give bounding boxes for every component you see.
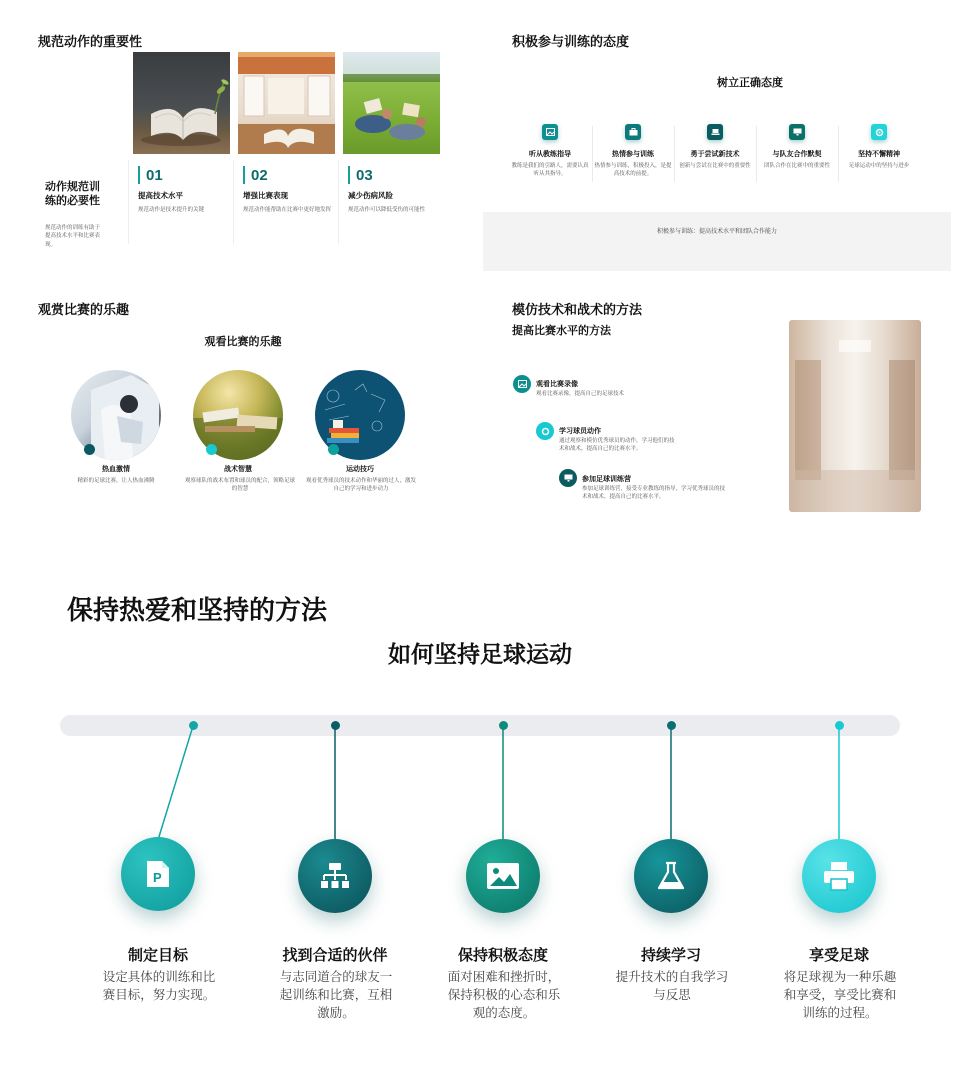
watch-item-description: 观察球队的战术布置和球员的配合，领略足球的智慧: [185, 478, 296, 493]
attitude-description: 创新与尝试在比赛中的重要性: [679, 163, 751, 169]
attitude-heading: 热情参与训练: [612, 151, 654, 158]
attitude-heading: 与队友合作默契: [772, 151, 822, 158]
slide-subtitle: 树立正确态度: [717, 77, 783, 89]
attitude-description: 足球运动中的坚持与进步: [848, 163, 910, 169]
summary-text: 积极参与训练：提高技术水平和团队合作能力: [656, 229, 777, 235]
attitude-heading: 坚持不懈精神: [858, 151, 900, 158]
timeline-dot: [499, 721, 508, 730]
step-description: 面对困难和挫折时，保持积极的心态和乐观的态度。: [447, 970, 561, 1021]
side-heading: 动作规范训练的必要性: [45, 181, 100, 208]
attitude-description: 团队合作在比赛中的重要性: [763, 163, 830, 169]
svg-text:P: P: [153, 870, 162, 885]
method-description: 观看比赛录像，提高自己的足球技术: [536, 391, 625, 397]
watch-item-description: 观看优秀球员的技术动作和华丽的过人，激发自己的学习和进步动力: [305, 478, 416, 493]
card-heading: 减少伤病风险: [348, 191, 393, 200]
slide-title: 观赏比赛的乐趣: [38, 302, 130, 317]
method-description: 通过观察和模仿优秀球员的动作，学习他们的技术和战术，提高自己的比赛水平。: [559, 438, 675, 453]
watch-item-description: 精彩的足球比赛，让人热血沸腾: [77, 478, 155, 484]
watch-item-heading: 战术智慧: [224, 466, 252, 473]
watch-item-heading: 运动技巧: [346, 466, 374, 473]
document-p-icon: [121, 837, 195, 911]
step-description: 将足球视为一种乐趣和享受，享受比赛和训练的过程。: [783, 970, 897, 1021]
step-description: 与志同道合的球友一起训练和比赛，互相激励。: [279, 970, 393, 1021]
card-description: 规范动作能帮助在比赛中更好地发挥: [243, 207, 332, 213]
slide-subtitle: 提高比赛水平的方法: [512, 325, 611, 337]
slide-title: 模仿技术和战术的方法: [512, 302, 643, 317]
card-heading: 提高技术水平: [138, 191, 183, 200]
timeline-dot: [667, 721, 676, 730]
step-heading: 持续学习: [640, 947, 701, 964]
timeline-dot: [331, 721, 340, 730]
step-description: 提升技术的自我学习与反思: [615, 970, 729, 1003]
attitude-description: 热情参与训练，积极投入，是提高技术的前提。: [594, 163, 672, 177]
card-number: 01: [138, 166, 228, 184]
slide-subtitle: 如何坚持足球运动: [388, 641, 572, 667]
printer-icon: [802, 839, 876, 913]
timeline-dot: [835, 721, 844, 730]
step-heading: 享受足球: [808, 947, 869, 964]
method-heading: 参加足球训练营: [582, 476, 631, 483]
card-number: 02: [243, 166, 333, 184]
attitude-heading: 勇于尝试新技术: [690, 151, 740, 158]
slide-title: 规范动作的重要性: [38, 34, 143, 49]
card-description: 规范动作可以降低受伤的可能性: [348, 207, 426, 213]
slide-subtitle: 观看比赛的乐趣: [204, 336, 282, 348]
card-heading: 增强比赛表现: [243, 191, 288, 200]
org-chart-icon: [298, 839, 372, 913]
step-description: 设定具体的训练和比赛目标，努力实现。: [102, 970, 216, 1003]
attitude-description: 教练是我们的引路人，需要认真听从其指导。: [511, 163, 589, 177]
method-heading: 学习球员动作: [559, 428, 601, 435]
slide-title: 保持热爱和坚持的方法: [67, 595, 328, 625]
step-heading: 找到合适的伙伴: [282, 947, 388, 964]
watch-item-heading: 热血激情: [102, 466, 130, 473]
attitude-heading: 听从教练指导: [529, 151, 571, 158]
method-description: 参加足球训练营，接受专业教练的指导，学习优秀球员的技术和战术，提高自己的比赛水平。: [582, 486, 726, 501]
card-description: 规范动作是技术提升的关键: [138, 207, 205, 213]
method-heading: 观看比赛录像: [536, 381, 578, 388]
side-description: 规范动作的训练有助于提高技术水平和比赛表现。: [45, 225, 101, 248]
card-number: 03: [348, 166, 438, 184]
step-heading: 保持积极态度: [457, 947, 548, 964]
step-heading: 制定目标: [127, 947, 188, 964]
picture-icon: [466, 839, 540, 913]
flask-icon: [634, 839, 708, 913]
slide-title: 积极参与训练的态度: [512, 34, 630, 49]
timeline-dot: [189, 721, 198, 730]
